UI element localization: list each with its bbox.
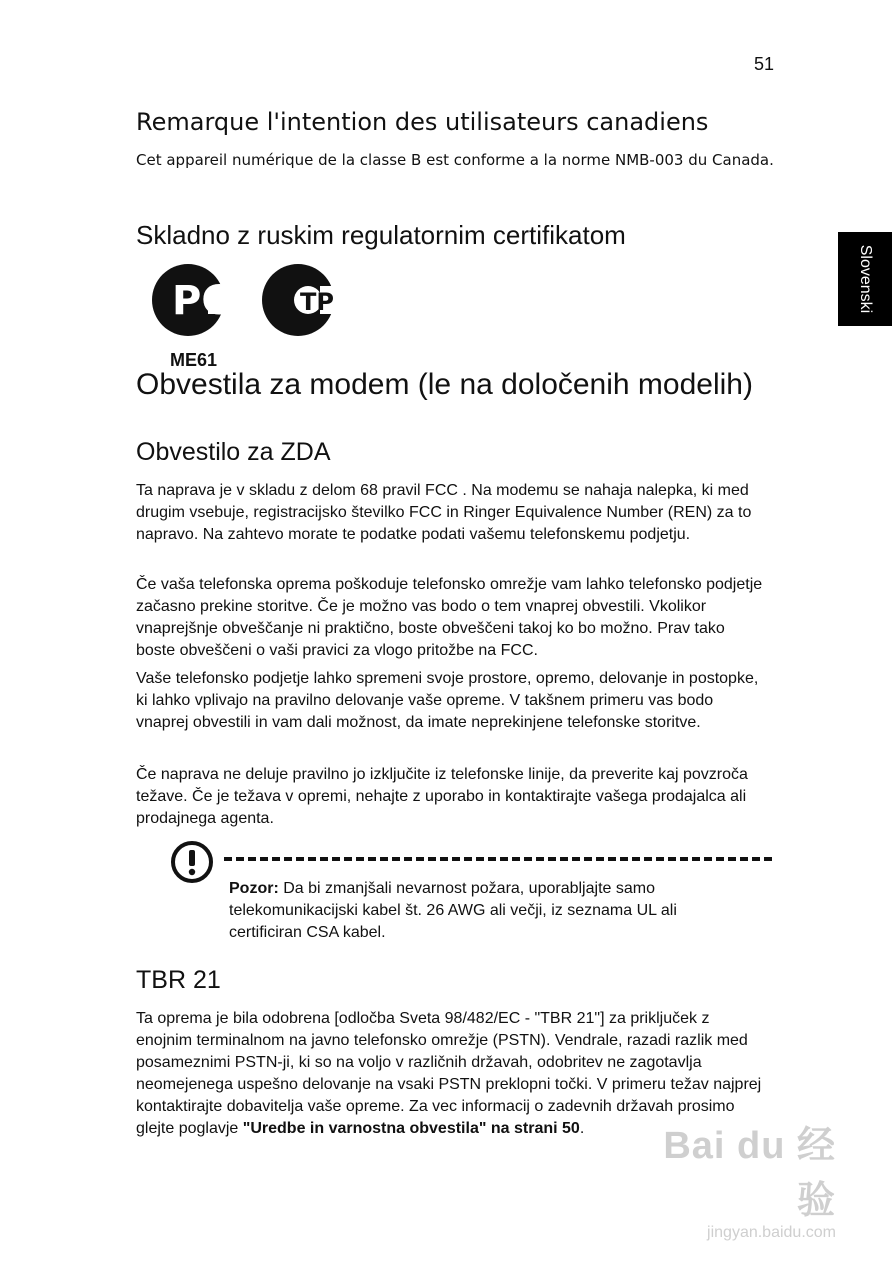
warning-label: Pozor: [229, 880, 279, 897]
modem-heading: Obvestila za modem (le na določenih modelih) [136, 368, 753, 401]
zda-paragraph-3: Vaše telefonsko podjetje lahko spremeni svoje prostore, opremo, delovanje in postopke, ki lahko vplivajo na pravilno delovanje vaše opreme. V takšnem primeru vas bodo vnaprej obvestili in vam dali možnost, da imate neprekinjene telefonske storitve. [136, 670, 759, 731]
zda-heading: Obvestilo za ZDA [136, 438, 331, 466]
warning-divider [224, 857, 772, 861]
canada-heading: Remarque l'intention des utilisateurs canadiens [136, 108, 709, 136]
svg-text:TP: TP [300, 288, 334, 316]
warning-icon [170, 840, 214, 884]
page-number: 51 [754, 54, 775, 74]
warning-text: Da bi zmanjšali nevarnost požara, uporabljajte samo telekomunikacijski kabel št. 26 AWG ali večji, iz seznama UL ali certificiran CSA kabel. [229, 880, 677, 941]
language-tab [838, 232, 892, 326]
watermark-logo: Bai du 经验 [663, 1125, 836, 1222]
zda-paragraph-4: Če naprava ne deluje pravilno jo izključite iz telefonske linije, da preverite kaj povzroča težave. Če je težava v opremi, nehajte z uporabo in kontaktirajte vašega prodajalca ali prodajnega agenta. [136, 766, 748, 827]
watermark [636, 1114, 836, 1242]
certification-logos [150, 262, 350, 338]
tbr21-reference-link[interactable]: "Uredbe in varnostna obvestila" na strani 50 [242, 1120, 580, 1137]
tp-logo [262, 264, 350, 336]
language-tab-label: Slovenski [857, 244, 874, 314]
tbr21-text: Ta oprema je bila odobrena [odločba Sveta 98/482/EC - "TBR 21"] za priključek z enojnim terminalnom na javno telefonsko omrežje (PSTN). Vendrale, razadi razlik med posameznimi PSTN-ji, ki so na voljo v različnih državah, odobritev ne zagotavlja neomejenega uspešno delovanje na vsaki PSTN preklopni točki. V primeru težav najprej kontaktirajte dobavitelja vaše opreme. Za vec informacij o zadevnih državah prosimo glejte poglavje [136, 1010, 762, 1137]
russia-heading: Skladno z ruskim regulatornim certifikatom [136, 220, 626, 250]
tbr21-end: . [579, 1120, 585, 1137]
pct-logo [152, 264, 259, 336]
zda-paragraph-1: Ta naprava je v skladu z delom 68 pravil FCC . Na modemu se nahaja nalepka, ki med drugim vsebuje, registracijsko številko FCC in Ringer Equivalence Number (REN) za to napravo. Na zahtevo morate te podatke podati vašemu telefonskemu podjetju. [136, 482, 752, 543]
warning-note [229, 878, 749, 944]
tbr21-heading: TBR 21 [136, 966, 221, 994]
zda-paragraph-2: Če vaša telefonska oprema poškoduje telefonsko omrežje vam lahko telefonsko podjetje začasno prekine storitve. Če je možno vas bodo o tem vnaprej obvestili. Vkolikor vnaprejšnje obveščanje ni praktično, boste obveščeni takoj ko bo možno. Prav tako boste obveščeni o vaši pravici za vlogo pritožbe na FCC. [136, 576, 763, 659]
canada-body: Cet appareil numérique de la classe B est conforme a la norme NMB-003 du Canada. [136, 151, 774, 169]
logo-caption: ME61 [170, 350, 218, 370]
svg-text:PCT: PCT [172, 278, 258, 324]
watermark-url: jingyan.baidu.com [707, 1224, 836, 1241]
